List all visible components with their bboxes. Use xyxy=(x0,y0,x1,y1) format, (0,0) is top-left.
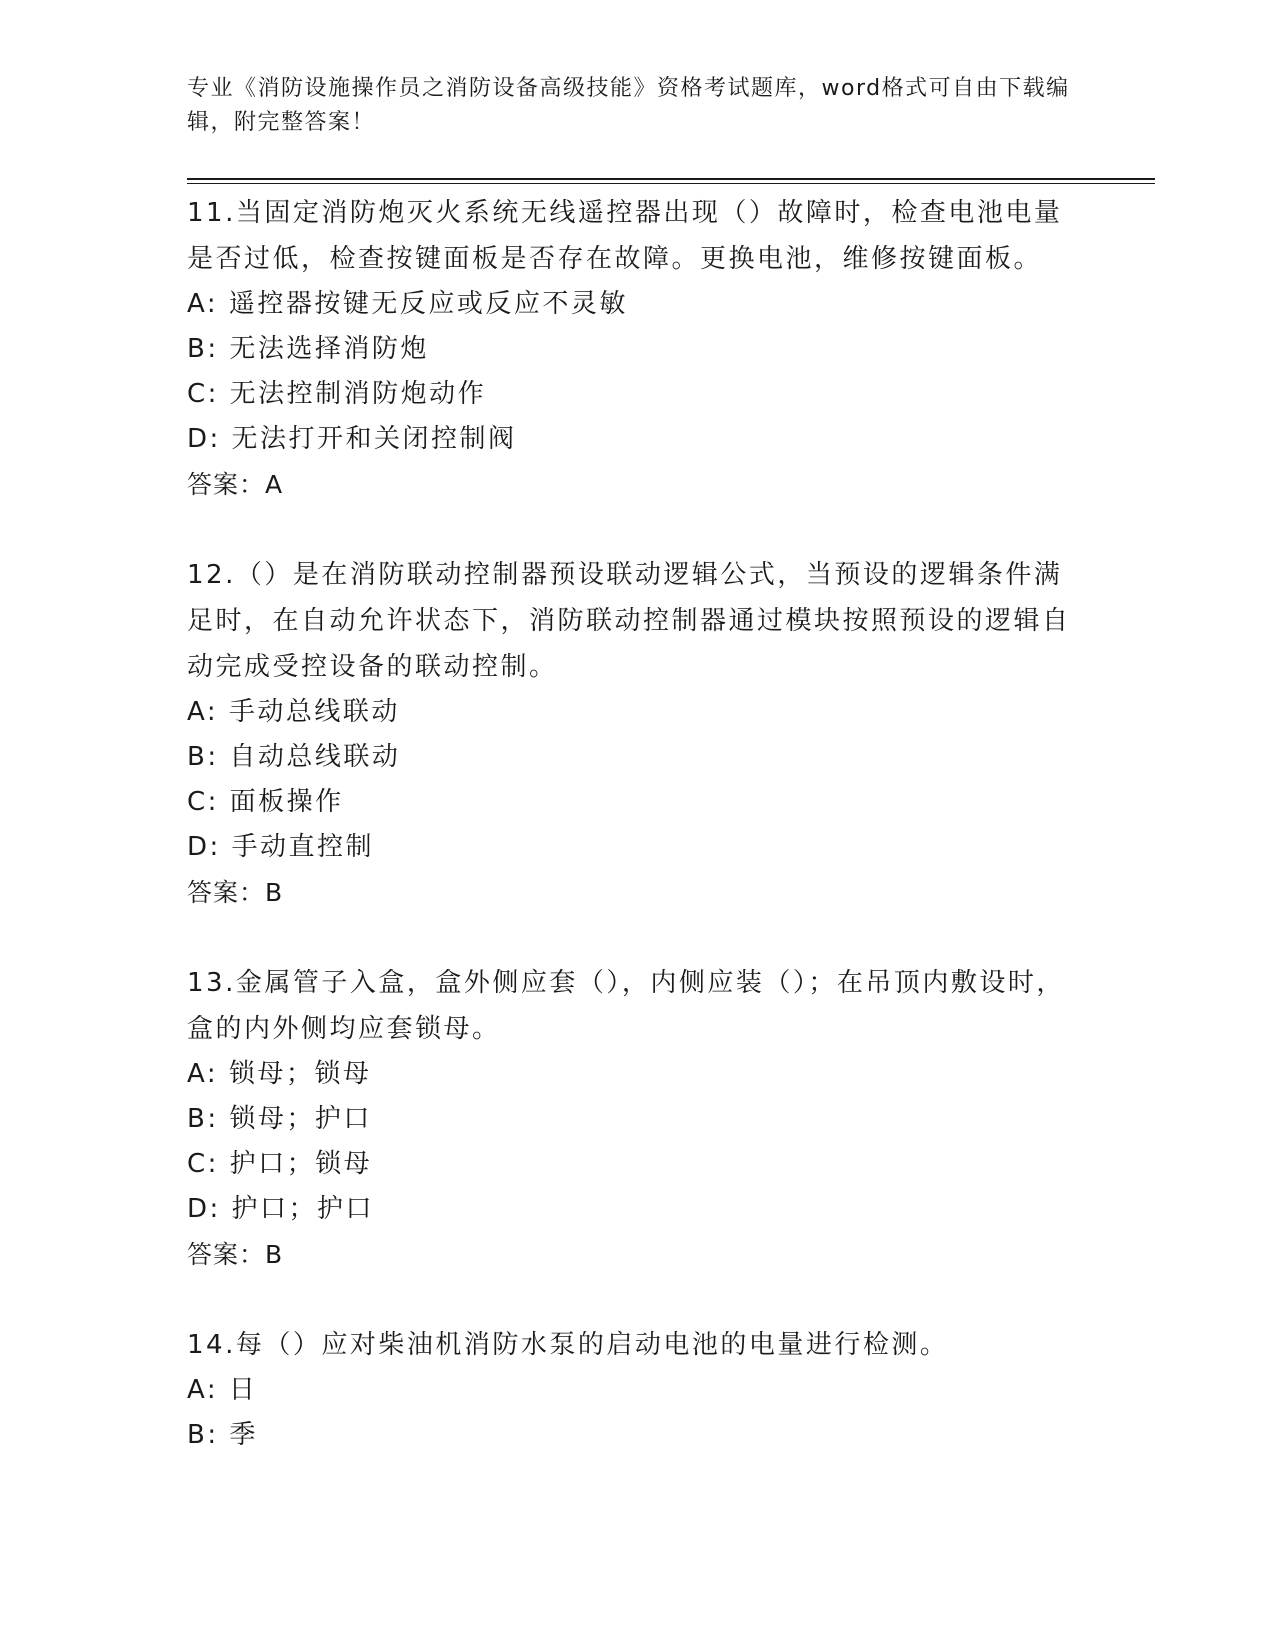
option-a: A: 锁母；锁母 xyxy=(187,1059,372,1089)
option-b: B: 季 xyxy=(187,1420,258,1450)
option-b: B: 无法选择消防炮 xyxy=(187,334,429,364)
answer: 答案：B xyxy=(187,1240,284,1269)
answer: 答案：A xyxy=(187,470,284,499)
question-12 xyxy=(187,552,1087,916)
header-divider-thick xyxy=(187,178,1155,180)
option-c: C: 护口；锁母 xyxy=(187,1149,373,1179)
question-stem: 14.每（）应对柴油机消防水泵的启动电池的电量进行检测。 xyxy=(187,1330,949,1360)
question-14 xyxy=(187,1322,1087,1458)
header-divider-thin xyxy=(187,183,1155,184)
option-a: A: 遥控器按键无反应或反应不灵敏 xyxy=(187,289,628,319)
answer: 答案：B xyxy=(187,878,284,907)
option-d: D: 护口；护口 xyxy=(187,1194,375,1224)
option-b: B: 自动总线联动 xyxy=(187,742,401,772)
option-b: B: 锁母；护口 xyxy=(187,1104,372,1134)
option-d: D: 无法打开和关闭控制阀 xyxy=(187,424,517,454)
question-13 xyxy=(187,960,1087,1278)
question-stem: 12.（）是在消防联动控制器预设联动逻辑公式，当预设的逻辑条件满足时，在自动允许状态下，消防联动控制器通过模块按照预设的逻辑自动完成受控设备的联动控制。 xyxy=(187,560,1071,682)
question-stem: 13.金属管子入盒，盒外侧应套（），内侧应装（）；在吊顶内敷设时，盒的内外侧均应套锁母。 xyxy=(187,968,1065,1044)
question-11 xyxy=(187,190,1087,508)
question-stem: 11.当固定消防炮灭火系统无线遥控器出现（）故障时，检查电池电量是否过低，检查按键面板是否存在故障。更换电池，维修按键面板。 xyxy=(187,198,1063,274)
option-a: A: 手动总线联动 xyxy=(187,697,400,727)
option-c: C: 面板操作 xyxy=(187,787,344,817)
question-list xyxy=(187,190,1087,1502)
option-d: D: 手动直控制 xyxy=(187,832,375,862)
option-a: A: 日 xyxy=(187,1375,258,1405)
option-c: C: 无法控制消防炮动作 xyxy=(187,379,487,409)
document-header: 专业《消防设施操作员之消防设备高级技能》资格考试题库，word格式可自由下载编辑，附完整答案！ xyxy=(187,76,1070,135)
